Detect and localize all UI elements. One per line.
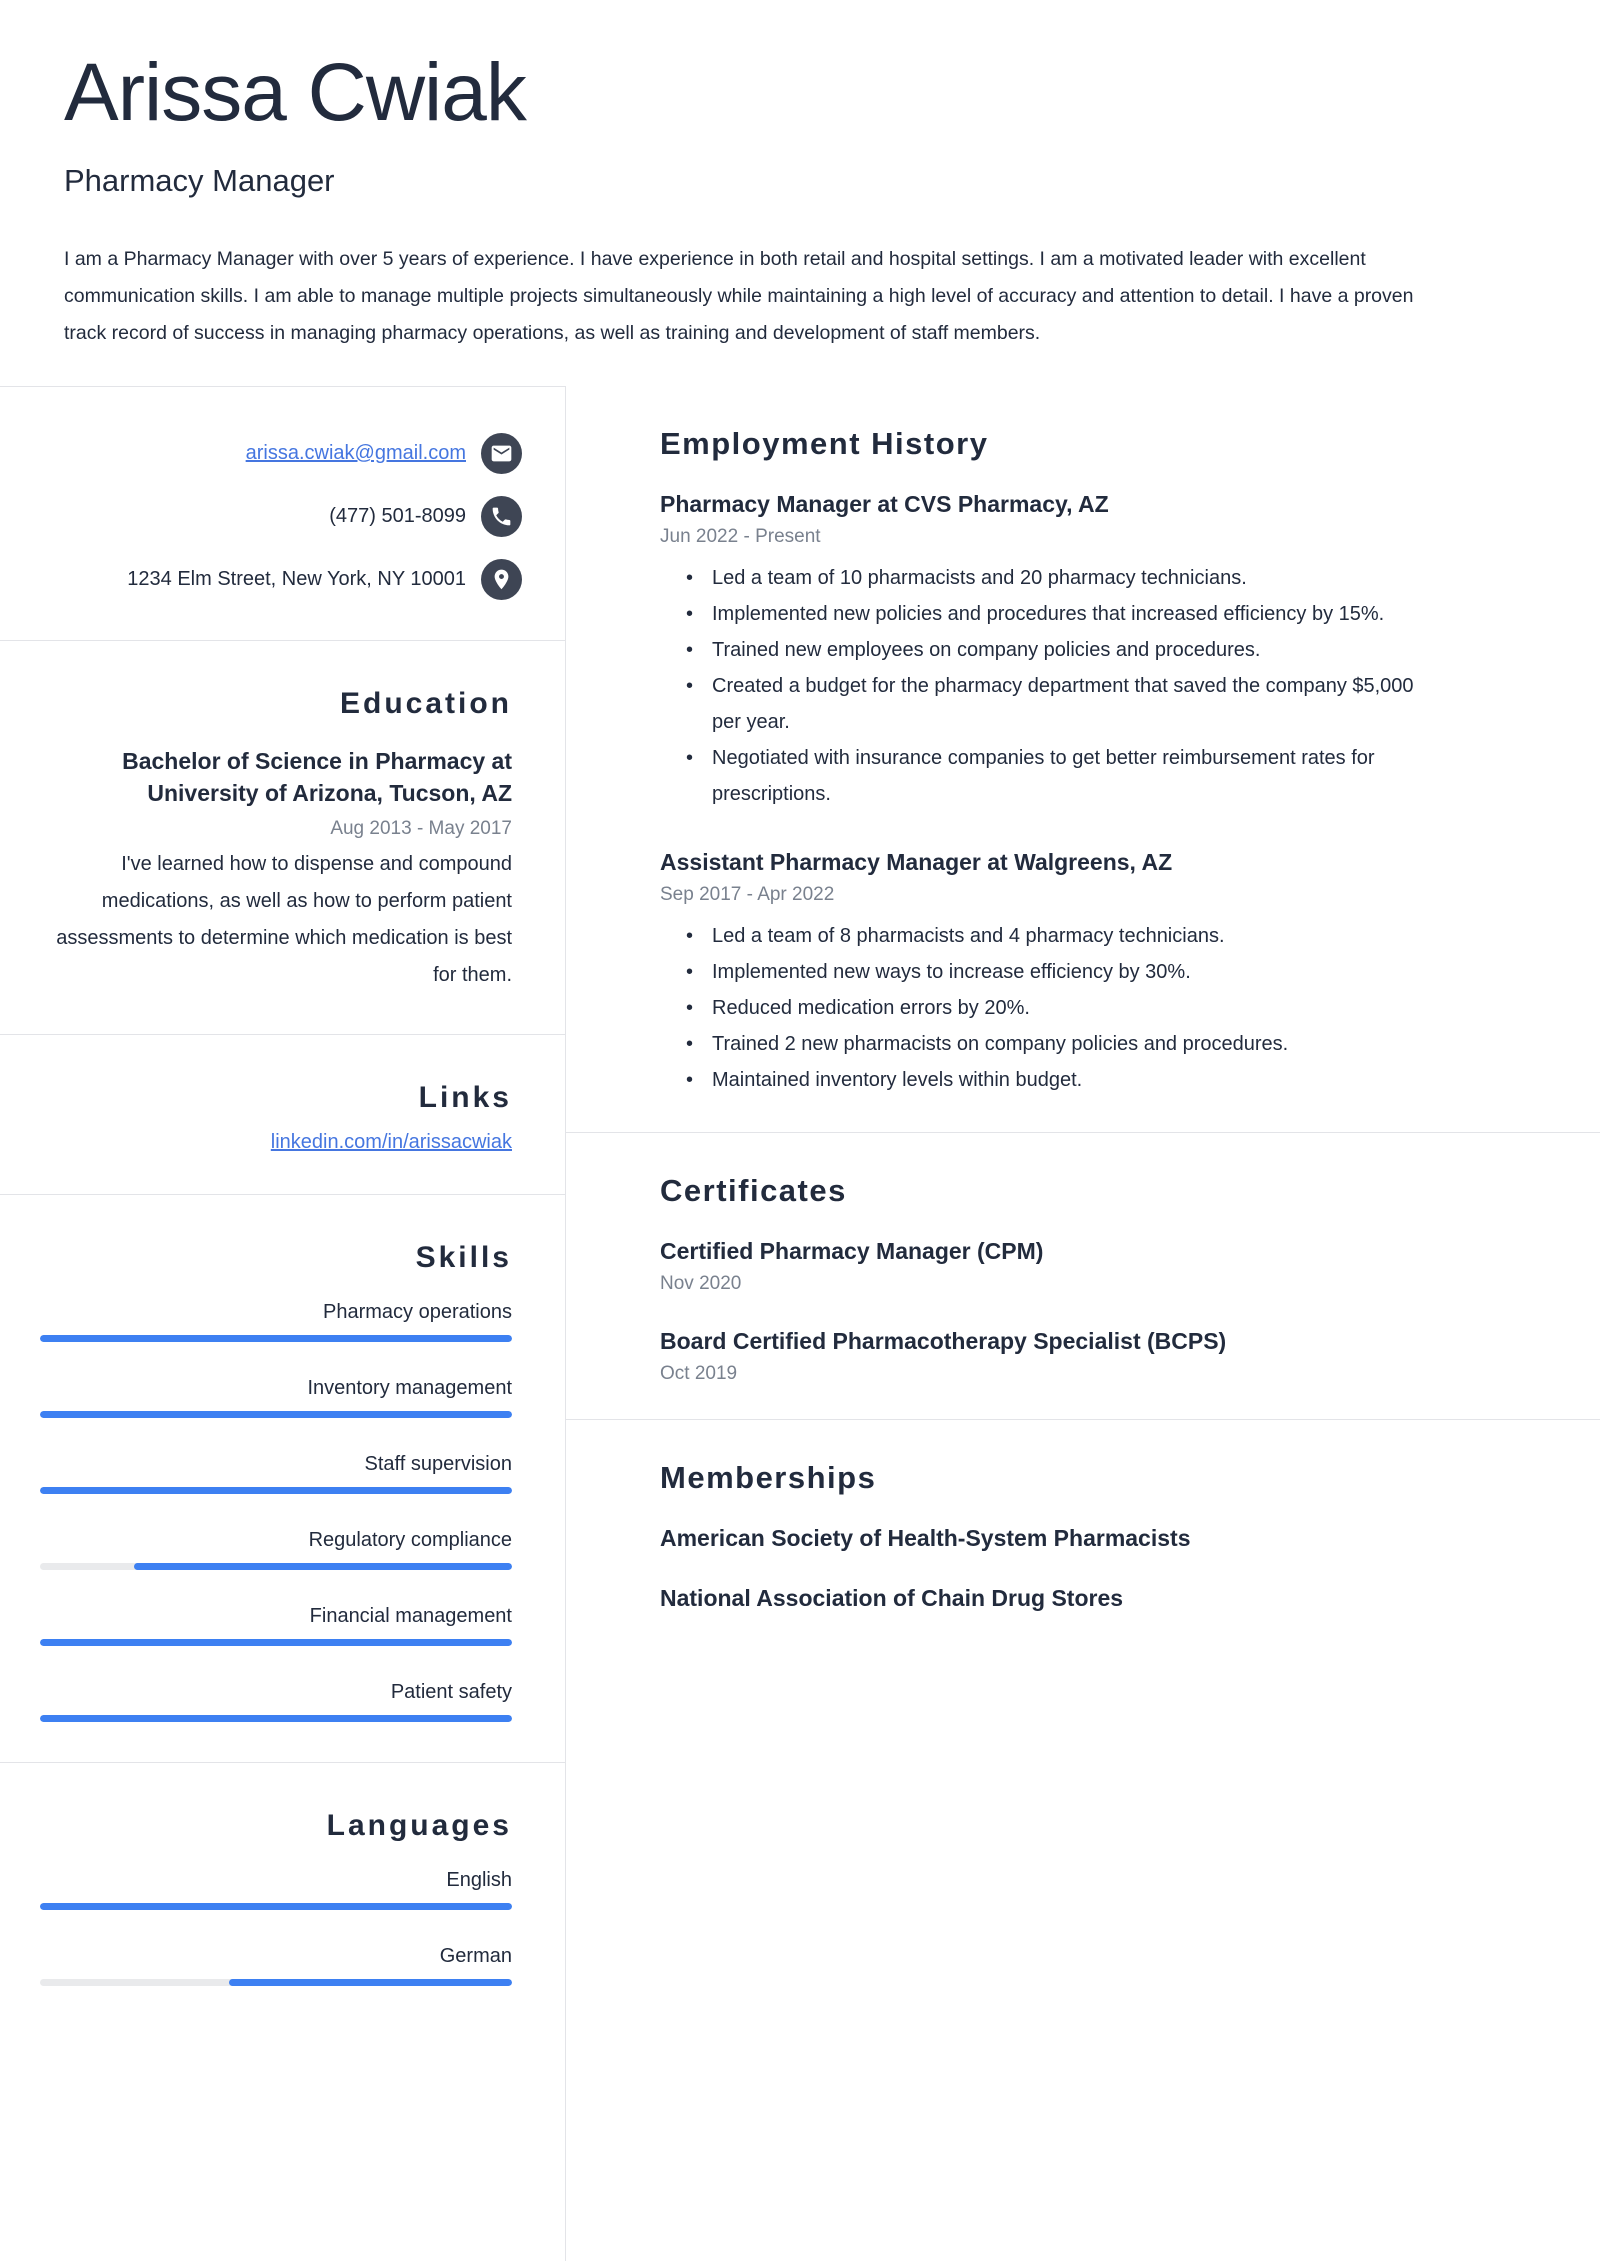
skill-item — [40, 1679, 512, 1722]
job-entry-dates: Sep 2017 - Apr 2022 — [660, 883, 835, 905]
skills-section — [0, 1194, 565, 1762]
job-bullet: • Implemented new policies and procedures that increased efficiency by 15%. — [660, 596, 1430, 632]
membership-entry: American Society of Health-System Pharmacists — [660, 1524, 1191, 1551]
location-pin-icon — [481, 559, 522, 600]
linkedin-link[interactable]: linkedin.com/in/arissacwiak — [270, 1130, 512, 1153]
education-degree: Bachelor of Science in Pharmacy at University of Arizona, Tucson, AZ — [122, 747, 512, 806]
skill-label: Regulatory compliance — [308, 1528, 512, 1551]
skill-item — [40, 1603, 512, 1646]
membership-entry: National Association of Chain Drug Stores — [660, 1584, 1124, 1611]
skill-label: Inventory management — [307, 1376, 512, 1399]
employment-heading: Employment History — [660, 425, 989, 461]
email-link[interactable]: arissa.cwiak@gmail.com — [245, 442, 466, 465]
skill-item — [40, 1527, 512, 1570]
job-bullet: • Trained new employees on company policies and procedures. — [660, 632, 1430, 668]
languages-heading: Languages — [326, 1808, 512, 1842]
job-bullet: • Reduced medication errors by 20%. — [660, 990, 1430, 1026]
links-list — [40, 1115, 512, 1154]
certificate-date: Nov 2020 — [660, 1272, 742, 1294]
resume-body — [0, 386, 1600, 2261]
links-section — [0, 1034, 565, 1194]
skill-progress-bar — [40, 1639, 512, 1646]
skill-progress-bar — [40, 1715, 512, 1722]
skill-progress-fill — [40, 1487, 512, 1494]
skill-progress-bar — [40, 1563, 512, 1570]
languages-section — [0, 1762, 565, 2026]
language-progress-fill — [229, 1979, 512, 1986]
job-bullet: • Trained 2 new pharmacists on company policies and procedures. — [660, 1026, 1430, 1062]
job-bullet: • Negotiated with insurance companies to get better reimbursement rates for prescriptions. — [660, 740, 1430, 812]
main-column — [566, 386, 1600, 2261]
contact-row-address — [40, 559, 522, 600]
skill-progress-bar — [40, 1487, 512, 1494]
skill-label: Patient safety — [390, 1680, 512, 1703]
certificates-section — [566, 1132, 1600, 1419]
employment-section — [566, 386, 1600, 1132]
contact-section — [0, 386, 565, 640]
language-label: English — [446, 1868, 512, 1891]
certificates-list — [660, 1235, 1505, 1385]
memberships-list — [660, 1522, 1505, 1614]
skill-progress-fill — [40, 1411, 512, 1418]
page-title: Arissa Cwiak — [64, 47, 526, 138]
job-entry-dates: Jun 2022 - Present — [660, 525, 821, 547]
education-section — [0, 640, 565, 1034]
certificate-entry — [660, 1235, 1505, 1295]
contact-row-phone — [40, 496, 522, 537]
skill-label: Pharmacy operations — [323, 1300, 512, 1323]
job-bullet-list — [660, 560, 1505, 812]
skills-list — [40, 1299, 512, 1722]
certificates-heading: Certificates — [660, 1172, 847, 1208]
skill-progress-fill — [40, 1715, 512, 1722]
job-bullet: • Created a budget for the pharmacy department that saved the company $5,000 per year. — [660, 668, 1430, 740]
phone-number: (477) 501-8099 — [329, 505, 466, 528]
language-progress-fill — [40, 1903, 512, 1910]
skill-progress-bar — [40, 1411, 512, 1418]
certificate-name: Board Certified Pharmacotherapy Specialist (BCPS) — [660, 1327, 1227, 1354]
links-heading: Links — [418, 1080, 512, 1114]
sidebar — [0, 386, 566, 2261]
professional-title: Pharmacy Manager — [64, 162, 335, 198]
skill-item — [40, 1375, 512, 1418]
memberships-section — [566, 1419, 1600, 1648]
resume-header — [0, 0, 1600, 386]
job-bullet: • Led a team of 8 pharmacists and 4 pharmacy technicians. — [660, 918, 1430, 954]
job-entry — [660, 488, 1505, 812]
profile-summary: I am a Pharmacy Manager with over 5 years of experience. I have experience in both retail and hospital settings. I am a motivated leader with excellent communication skills. I am able to manage multiple projects simultaneously while maintaining a high level of accuracy and attention to detail. I have a proven track record of success in managing pharmacy operations, as well as training and development of staff members. — [64, 247, 1414, 344]
job-entry-title: Pharmacy Manager at CVS Pharmacy, AZ — [660, 490, 1109, 517]
skill-label: Financial management — [309, 1604, 512, 1627]
skill-progress-fill — [40, 1639, 512, 1646]
skill-progress-fill — [40, 1335, 512, 1342]
language-item — [40, 1867, 512, 1910]
education-dates: Aug 2013 - May 2017 — [330, 817, 512, 839]
job-bullet: • Led a team of 10 pharmacists and 20 pharmacy technicians. — [660, 560, 1430, 596]
job-entry-title: Assistant Pharmacy Manager at Walgreens, AZ — [660, 848, 1173, 875]
skills-heading: Skills — [415, 1240, 512, 1274]
certificate-name: Certified Pharmacy Manager (CPM) — [660, 1237, 1044, 1264]
languages-list — [40, 1867, 512, 1986]
memberships-heading: Memberships — [660, 1459, 877, 1495]
skill-progress-fill — [134, 1563, 512, 1570]
skill-item — [40, 1299, 512, 1342]
phone-icon — [481, 496, 522, 537]
language-progress-bar — [40, 1979, 512, 1986]
contact-row-email — [40, 433, 522, 474]
job-bullet: • Maintained inventory levels within budget. — [660, 1062, 1430, 1098]
certificate-entry — [660, 1325, 1505, 1385]
language-progress-bar — [40, 1903, 512, 1910]
skill-label: Staff supervision — [364, 1452, 512, 1475]
skill-item — [40, 1451, 512, 1494]
certificate-date: Oct 2019 — [660, 1362, 738, 1384]
language-item — [40, 1943, 512, 1986]
language-label: German — [439, 1944, 512, 1967]
jobs-list — [660, 488, 1505, 1098]
envelope-icon — [481, 433, 522, 474]
job-entry — [660, 846, 1505, 1098]
job-bullet: • Implemented new ways to increase efficiency by 30%. — [660, 954, 1430, 990]
job-bullet-list — [660, 918, 1505, 1098]
skill-progress-bar — [40, 1335, 512, 1342]
education-description: I've learned how to dispense and compound medications, as well as how to perform patient assessments to determine which medication is best for them. — [56, 852, 512, 986]
education-heading: Education — [339, 686, 512, 720]
postal-address: 1234 Elm Street, New York, NY 10001 — [127, 568, 466, 591]
